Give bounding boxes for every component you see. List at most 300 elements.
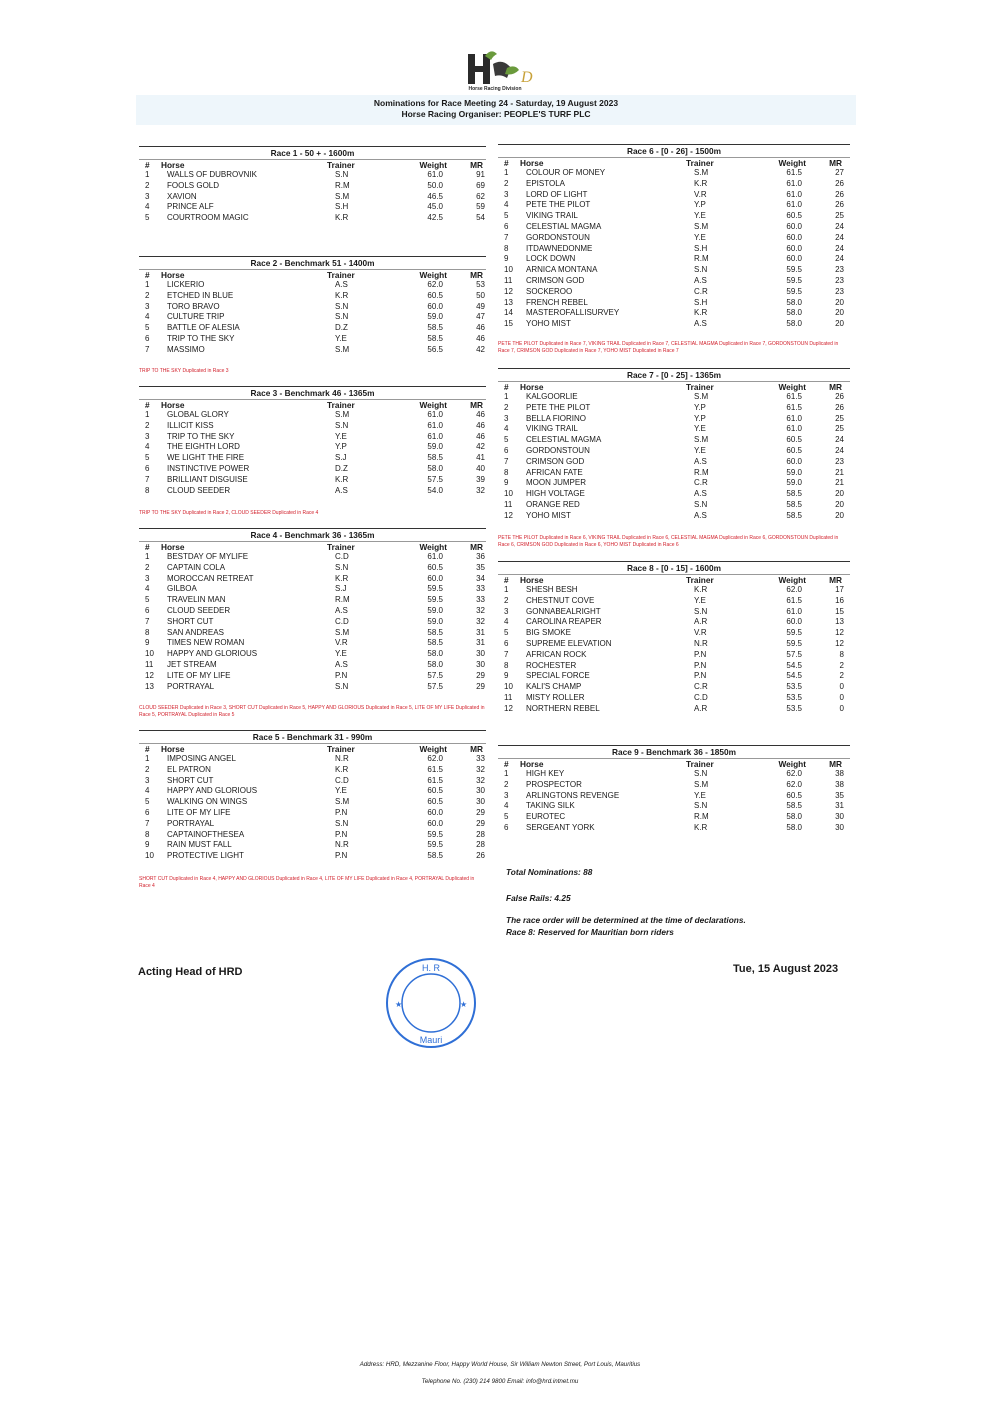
column-header-num: # — [504, 575, 509, 585]
cell-trainer: P.N — [694, 671, 707, 681]
page-title: Nominations for Race Meeting 24 - Saturday, 19 August 2023 — [373, 98, 619, 108]
cell-trainer: A.S — [694, 456, 707, 466]
cell-num: 3 — [145, 573, 150, 583]
column-headers — [498, 382, 850, 392]
cell-weight: 61.0 — [427, 410, 443, 419]
table-row — [139, 552, 486, 563]
stamp-top-text: H. R — [422, 963, 440, 973]
cell-horse: BELLA FIORINO — [526, 413, 587, 423]
cell-num: 4 — [145, 786, 150, 796]
cell-trainer: A.S — [694, 319, 707, 329]
cell-trainer: S.N — [694, 265, 708, 275]
cell-mr: 46 — [476, 431, 485, 441]
cell-trainer: D.Z — [335, 323, 348, 333]
table-row — [498, 639, 850, 650]
cell-horse: TRIP TO THE SKY — [167, 333, 235, 343]
cell-horse: FRENCH REBEL — [526, 297, 588, 307]
table-row — [498, 287, 850, 298]
cell-mr: 33 — [476, 584, 485, 594]
cell-horse: WALLS OF DUBROVNIK — [167, 170, 257, 179]
cell-mr: 40 — [476, 463, 485, 473]
table-row — [498, 222, 850, 233]
column-header-horse: Horse — [161, 542, 185, 552]
race-3-note: TRIP TO THE SKY Duplicated in Race 2, CLOUD SEEDER Duplicated in Race 4 — [139, 510, 319, 516]
cell-mr: 30 — [476, 797, 485, 807]
table-row — [498, 585, 850, 596]
cell-trainer: N.R — [694, 638, 708, 648]
race-8-reserved-note: Race 8: Reserved for Mauritian born riders — [506, 927, 674, 937]
cell-num: 2 — [145, 180, 150, 190]
column-header-weight: Weight — [778, 158, 806, 168]
cell-horse: MASSIMO — [167, 344, 205, 354]
cell-mr: 2 — [839, 671, 844, 681]
cell-num: 2 — [145, 764, 150, 774]
cell-weight: 58.5 — [427, 851, 443, 861]
table-row — [139, 595, 486, 606]
cell-num: 11 — [504, 692, 513, 702]
cell-horse: CHESTNUT COVE — [526, 595, 595, 605]
race-title: Race 6 - [0 - 26] - 1500m — [498, 144, 850, 158]
table-row — [498, 403, 850, 414]
cell-horse: CRIMSON GOD — [526, 456, 585, 466]
table-row — [498, 769, 850, 780]
cell-trainer: S.N — [335, 562, 349, 572]
column-header-num: # — [504, 382, 509, 392]
cell-weight: 59.5 — [427, 840, 443, 850]
cell-num: 4 — [145, 584, 150, 594]
race-8-table — [498, 561, 850, 715]
cell-horse: COURTROOM MAGIC — [167, 213, 249, 223]
cell-weight: 58.0 — [427, 649, 443, 659]
cell-weight: 59.5 — [786, 265, 802, 275]
cell-mr: 20 — [835, 319, 844, 329]
cell-weight: 60.5 — [427, 290, 443, 300]
cell-mr: 26 — [835, 402, 844, 412]
column-header-trainer: Trainer — [327, 400, 355, 410]
cell-num: 9 — [145, 638, 150, 648]
column-header-weight: Weight — [778, 382, 806, 392]
cell-weight: 54.0 — [427, 485, 443, 495]
cell-num: 3 — [145, 431, 150, 441]
table-row — [498, 823, 850, 834]
cell-weight: 60.5 — [786, 211, 802, 221]
cell-weight: 57.5 — [786, 649, 802, 659]
cell-trainer: C.R — [694, 286, 708, 296]
cell-mr: 29 — [476, 681, 485, 691]
cell-mr: 16 — [835, 595, 844, 605]
cell-mr: 54 — [476, 213, 485, 223]
column-header-trainer: Trainer — [327, 542, 355, 552]
cell-horse: SHORT CUT — [167, 616, 214, 626]
cell-weight: 58.0 — [786, 822, 802, 832]
cell-horse: EPISTOLA — [526, 178, 565, 188]
cell-mr: 20 — [835, 499, 844, 509]
cell-num: 5 — [145, 797, 150, 807]
cell-weight: 61.5 — [786, 595, 802, 605]
cell-num: 2 — [145, 420, 150, 430]
cell-weight: 58.0 — [786, 812, 802, 822]
column-header-mr: MR — [829, 759, 842, 769]
cell-trainer: S.M — [335, 797, 350, 807]
table-row — [498, 500, 850, 511]
cell-weight: 45.0 — [427, 202, 443, 212]
cell-mr: 2 — [839, 660, 844, 670]
table-row — [139, 323, 486, 334]
column-header-weight: Weight — [419, 270, 447, 280]
table-row — [498, 254, 850, 265]
cell-weight: 60.5 — [427, 562, 443, 572]
race-9-table — [498, 745, 850, 834]
cell-num: 10 — [504, 265, 513, 275]
false-rails: False Rails: 4.25 — [506, 893, 571, 903]
table-row — [498, 801, 850, 812]
cell-horse: GILBOA — [167, 584, 197, 594]
cell-trainer: A.S — [694, 275, 707, 285]
column-header-mr: MR — [470, 400, 483, 410]
cell-weight: 57.5 — [427, 474, 443, 484]
cell-horse: CAPTAIN COLA — [167, 562, 226, 572]
cell-weight: 60.0 — [786, 243, 802, 253]
cell-weight: 59.5 — [786, 638, 802, 648]
table-row — [139, 192, 486, 203]
cell-num: 3 — [504, 606, 509, 616]
official-stamp — [383, 955, 479, 1051]
cell-mr: 23 — [835, 456, 844, 466]
column-header-num: # — [145, 542, 150, 552]
table-row — [139, 181, 486, 192]
cell-trainer: K.R — [694, 822, 708, 832]
cell-horse: BATTLE OF ALESIA — [167, 323, 240, 333]
race-4-table — [139, 528, 486, 692]
cell-horse: MASTEROFALLISURVEY — [526, 308, 620, 318]
cell-horse: SERGEANT YORK — [526, 822, 595, 832]
cell-mr: 34 — [476, 573, 485, 583]
cell-horse: SHORT CUT — [167, 775, 214, 785]
cell-mr: 28 — [476, 829, 485, 839]
cell-trainer: R.M — [694, 467, 709, 477]
cell-mr: 26 — [835, 178, 844, 188]
table-row — [139, 754, 486, 765]
cell-mr: 29 — [476, 670, 485, 680]
cell-trainer: S.M — [694, 168, 709, 177]
cell-num: 12 — [504, 703, 513, 713]
cell-num: 6 — [145, 807, 150, 817]
cell-horse: SPECIAL FORCE — [526, 671, 590, 681]
column-headers — [498, 158, 850, 168]
cell-weight: 59.5 — [786, 286, 802, 296]
cell-weight: 60.0 — [786, 254, 802, 264]
cell-trainer: S.N — [335, 420, 349, 430]
cell-weight: 60.0 — [786, 232, 802, 242]
table-row — [139, 584, 486, 595]
cell-weight: 61.0 — [427, 170, 443, 179]
cell-weight: 58.5 — [427, 333, 443, 343]
table-row — [139, 280, 486, 291]
cell-num: 1 — [145, 170, 150, 179]
table-row — [498, 791, 850, 802]
cell-num: 1 — [504, 392, 509, 401]
cell-trainer: Y.E — [694, 445, 706, 455]
race-7-note: PETE THE PILOT Duplicated in Race 6, VIKING TRAIL Duplicated in Race 6, CELESTIAL MAGMA Duplicated in Race 6, GORDONSTOUN Duplicated in Race 6, CRIMSON GOD Duplicated in Race 6, YOHO MIST Duplicated in Race 6 — [498, 535, 839, 548]
signatory: Acting Head of HRD — [138, 966, 243, 978]
cell-weight: 57.5 — [427, 681, 443, 691]
cell-weight: 62.0 — [786, 769, 802, 778]
cell-horse: CELESTIAL MAGMA — [526, 435, 602, 445]
race-4-note: CLOUD SEEDER Duplicated in Race 3, SHORT CUT Duplicated in Race 5, HAPPY AND GLORIOUS Duplicated in Race 5, LITE OF MY LIFE Duplicated in Race 5, PORTRAYAL Duplicated in Race 5 — [139, 705, 485, 718]
table-row — [139, 628, 486, 639]
cell-mr: 32 — [476, 605, 485, 615]
column-header-trainer: Trainer — [327, 160, 355, 170]
cell-mr: 32 — [476, 616, 485, 626]
cell-mr: 35 — [835, 790, 844, 800]
table-row — [498, 414, 850, 425]
table-row — [498, 308, 850, 319]
cell-horse: BESTDAY OF MYLIFE — [167, 552, 249, 561]
race-2-table — [139, 256, 486, 356]
cell-trainer: S.N — [694, 499, 708, 509]
cell-trainer: N.R — [335, 754, 349, 763]
cell-weight: 60.0 — [427, 807, 443, 817]
cell-trainer: Y.E — [335, 333, 347, 343]
cell-weight: 61.0 — [786, 413, 802, 423]
column-header-weight: Weight — [778, 759, 806, 769]
cell-weight: 60.0 — [427, 573, 443, 583]
table-row — [498, 661, 850, 672]
cell-trainer: A.S — [694, 510, 707, 520]
cell-horse: CULTURE TRIP — [167, 312, 225, 322]
cell-num: 5 — [145, 453, 150, 463]
cell-mr: 35 — [476, 562, 485, 572]
table-row — [139, 574, 486, 585]
cell-num: 2 — [504, 402, 509, 412]
cell-trainer: Y.E — [694, 232, 706, 242]
column-header-trainer: Trainer — [686, 575, 714, 585]
svg-text:★: ★ — [460, 1000, 468, 1009]
table-row — [498, 457, 850, 468]
cell-weight: 54.5 — [786, 671, 802, 681]
cell-num: 8 — [504, 243, 509, 253]
cell-mr: 26 — [835, 392, 844, 401]
cell-trainer: Y.E — [335, 649, 347, 659]
table-row — [139, 797, 486, 808]
cell-num: 11 — [504, 275, 513, 285]
cell-mr: 25 — [835, 211, 844, 221]
column-header-trainer: Trainer — [327, 744, 355, 754]
cell-num: 5 — [145, 213, 150, 223]
table-row — [139, 776, 486, 787]
organiser: Horse Racing Organiser: PEOPLE'S TURF PLC — [401, 109, 591, 119]
race-title: Race 9 - Benchmark 36 - 1850m — [498, 745, 850, 759]
cell-num: 2 — [504, 779, 509, 789]
cell-num: 1 — [504, 585, 509, 594]
svg-text:D: D — [521, 69, 533, 86]
cell-trainer: S.N — [694, 769, 708, 778]
cell-horse: CLOUD SEEDER — [167, 605, 231, 615]
cell-mr: 50 — [476, 290, 485, 300]
cell-horse: PROTECTIVE LIGHT — [167, 851, 244, 861]
cell-mr: 31 — [835, 801, 844, 811]
column-header-trainer: Trainer — [686, 759, 714, 769]
cell-mr: 30 — [835, 822, 844, 832]
column-headers — [139, 270, 486, 280]
cell-horse: TRIP TO THE SKY — [167, 431, 235, 441]
cell-horse: BIG SMOKE — [526, 628, 571, 638]
table-row — [139, 819, 486, 830]
table-row — [498, 265, 850, 276]
cell-trainer: S.J — [335, 453, 347, 463]
cell-mr: 25 — [835, 413, 844, 423]
cell-weight: 57.5 — [427, 670, 443, 680]
cell-num: 1 — [145, 552, 150, 561]
cell-weight: 58.0 — [786, 297, 802, 307]
cell-weight: 60.5 — [786, 445, 802, 455]
cell-num: 10 — [145, 649, 154, 659]
table-row — [139, 464, 486, 475]
cell-mr: 17 — [835, 585, 844, 594]
cell-weight: 46.5 — [427, 191, 443, 201]
cell-mr: 59 — [476, 202, 485, 212]
footer-address: Address: HRD, Mezzanine Floor, Happy World House, Sir William Newton Street, Port Louis, Mauritius — [359, 1361, 641, 1368]
table-row — [498, 244, 850, 255]
table-row — [498, 671, 850, 682]
cell-trainer: Y.E — [335, 431, 347, 441]
cell-weight: 59.5 — [786, 628, 802, 638]
cell-trainer: P.N — [335, 829, 348, 839]
cell-num: 10 — [504, 489, 513, 499]
cell-trainer: C.R — [694, 682, 708, 692]
cell-num: 4 — [504, 424, 509, 434]
cell-num: 2 — [504, 178, 509, 188]
cell-num: 5 — [504, 435, 509, 445]
table-row — [498, 190, 850, 201]
column-header-horse: Horse — [520, 382, 544, 392]
race-order-note: The race order will be determined at the time of declarations. — [506, 915, 746, 925]
race-title: Race 2 - Benchmark 51 - 1400m — [139, 256, 486, 270]
cell-mr: 26 — [476, 851, 485, 861]
cell-weight: 58.5 — [786, 499, 802, 509]
cell-num: 3 — [145, 191, 150, 201]
table-row — [139, 475, 486, 486]
column-header-mr: MR — [470, 542, 483, 552]
cell-trainer: K.R — [335, 474, 349, 484]
cell-num: 6 — [504, 445, 509, 455]
table-row — [498, 650, 850, 661]
column-header-weight: Weight — [419, 160, 447, 170]
cell-mr: 24 — [835, 221, 844, 231]
race-5-note: SHORT CUT Duplicated in Race 4, HAPPY AND GLORIOUS Duplicated in Race 4, LITE OF MY LIFE Duplicated in Race 4, PORTRAYAL Duplicated in Race 4 — [139, 876, 475, 889]
table-row — [498, 607, 850, 618]
table-row — [498, 468, 850, 479]
cell-horse: KALGOORLIE — [526, 392, 578, 401]
column-header-mr: MR — [829, 158, 842, 168]
cell-mr: 27 — [835, 168, 844, 177]
cell-horse: IMPOSING ANGEL — [167, 754, 236, 763]
table-row — [139, 671, 486, 682]
cell-weight: 59.5 — [427, 829, 443, 839]
cell-mr: 32 — [476, 764, 485, 774]
cell-horse: TIMES NEW ROMAN — [167, 638, 245, 648]
cell-mr: 49 — [476, 301, 485, 311]
cell-mr: 26 — [835, 200, 844, 210]
cell-mr: 20 — [835, 489, 844, 499]
cell-horse: TRAVELIN MAN — [167, 595, 226, 605]
cell-mr: 38 — [835, 769, 844, 778]
cell-mr: 30 — [476, 649, 485, 659]
cell-num: 5 — [145, 323, 150, 333]
cell-mr: 42 — [476, 344, 485, 354]
column-header-num: # — [145, 744, 150, 754]
race-6-note: PETE THE PILOT Duplicated in Race 7, VIKING TRAIL Duplicated in Race 7, CELESTIAL MAGMA Duplicated in Race 7, GORDONSTOUN Duplicated in Race 7, CRIMSON GOD Duplicated in Race 7, YOHO MIST Duplicated in Race 7 — [498, 341, 839, 354]
cell-mr: 24 — [835, 243, 844, 253]
cell-num: 1 — [145, 754, 150, 763]
cell-trainer: P.N — [335, 670, 348, 680]
cell-mr: 8 — [839, 649, 844, 659]
cell-horse: PORTRAYAL — [167, 818, 215, 828]
cell-trainer: S.H — [694, 297, 708, 307]
column-header-horse: Horse — [161, 744, 185, 754]
cell-weight: 60.5 — [786, 790, 802, 800]
cell-horse: RAIN MUST FALL — [167, 840, 232, 850]
cell-num: 2 — [504, 595, 509, 605]
cell-num: 6 — [504, 822, 509, 832]
table-row — [139, 563, 486, 574]
cell-horse: CRIMSON GOD — [526, 275, 585, 285]
cell-horse: CAROLINA REAPER — [526, 617, 602, 627]
column-header-mr: MR — [829, 575, 842, 585]
column-header-mr: MR — [470, 744, 483, 754]
column-header-weight: Weight — [778, 575, 806, 585]
cell-mr: 13 — [835, 617, 844, 627]
table-row — [498, 168, 850, 179]
cell-horse: XAVION — [167, 191, 197, 201]
column-header-num: # — [145, 270, 150, 280]
column-header-num: # — [504, 759, 509, 769]
cell-horse: BRILLIANT DISGUISE — [167, 474, 248, 484]
cell-mr: 30 — [476, 659, 485, 669]
cell-horse: GONNABEALRIGHT — [526, 606, 601, 616]
cell-weight: 61.0 — [786, 424, 802, 434]
column-header-mr: MR — [470, 270, 483, 280]
cell-weight: 56.5 — [427, 344, 443, 354]
column-headers — [139, 400, 486, 410]
cell-trainer: A.S — [694, 489, 707, 499]
cell-trainer: S.N — [694, 606, 708, 616]
cell-horse: TAKING SILK — [526, 801, 575, 811]
cell-trainer: R.M — [694, 812, 709, 822]
cell-weight: 61.0 — [427, 431, 443, 441]
cell-weight: 61.0 — [786, 200, 802, 210]
cell-trainer: S.M — [335, 191, 350, 201]
cell-trainer: R.M — [694, 254, 709, 264]
cell-horse: NORTHERN REBEL — [526, 703, 600, 713]
column-headers — [139, 542, 486, 552]
table-row — [139, 421, 486, 432]
cell-mr: 12 — [835, 628, 844, 638]
cell-horse: GORDONSTOUN — [526, 445, 590, 455]
table-row — [498, 478, 850, 489]
table-row — [139, 682, 486, 693]
cell-horse: YOHO MIST — [526, 510, 571, 520]
race-3-table — [139, 386, 486, 496]
table-row — [498, 489, 850, 500]
cell-trainer: V.R — [335, 638, 348, 648]
column-header-weight: Weight — [419, 744, 447, 754]
cell-trainer: K.R — [694, 585, 708, 594]
cell-horse: EUROTEC — [526, 812, 566, 822]
cell-horse: THE EIGHTH LORD — [167, 442, 240, 452]
cell-weight: 60.0 — [786, 221, 802, 231]
cell-horse: JET STREAM — [167, 659, 217, 669]
